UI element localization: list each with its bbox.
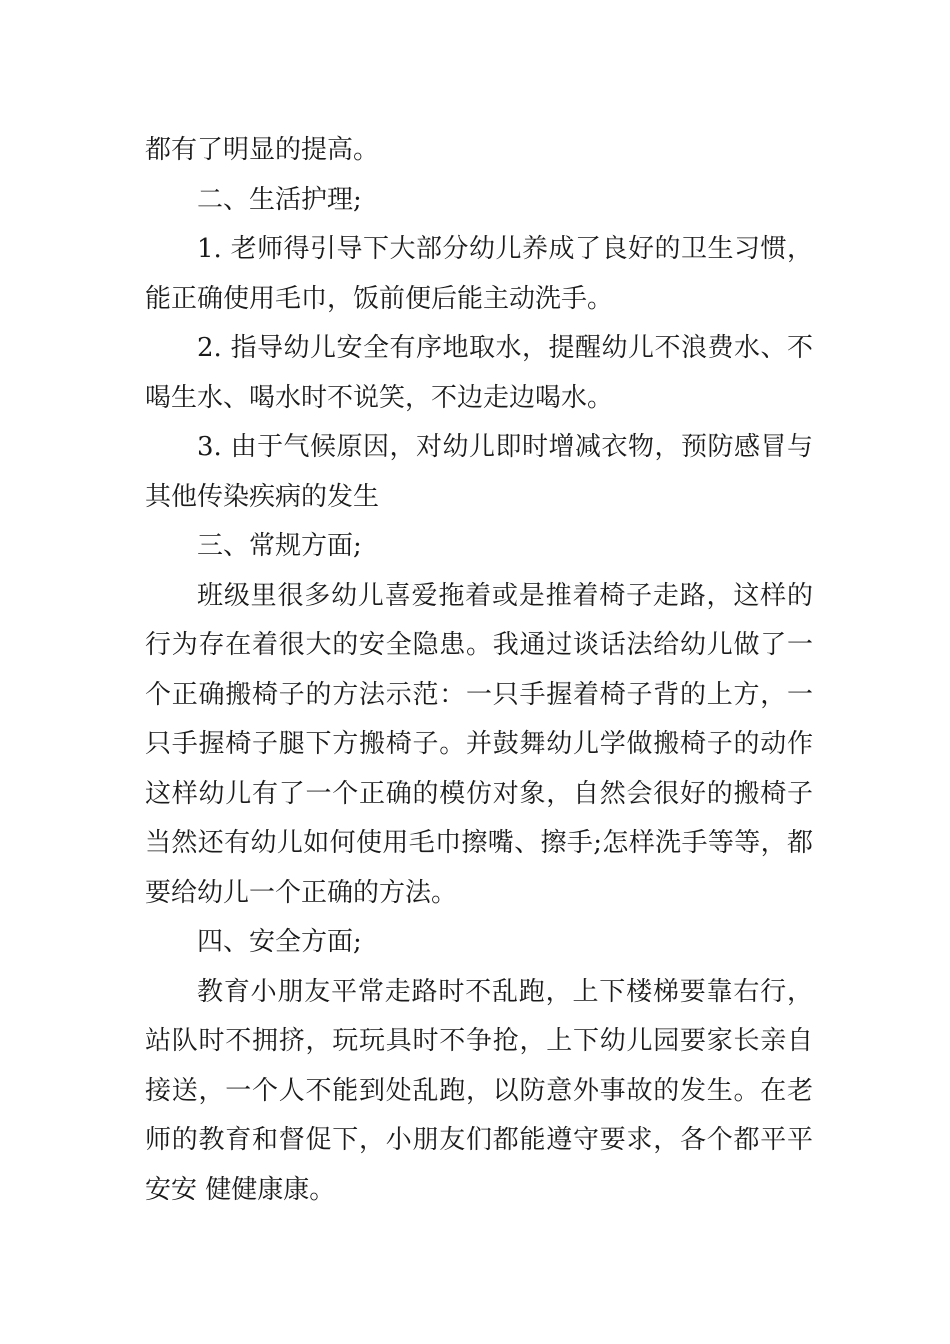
text-line: 师的教育和督促下，小朋友们都能遵守要求，各个都平平 [145,1125,813,1155]
text-line: 三、常规方面; [197,531,362,561]
text-line: 四、安全方面; [197,927,362,957]
text-line: 2. 指导幼儿安全有序地取水，提醒幼儿不浪费水、不 [197,333,813,363]
text-line: 接送，一个人不能到处乱跑，以防意外事故的发生。在老 [145,1075,813,1106]
text-line: 都有了明显的提高。 [145,135,380,165]
text-line: 3. 由于气候原因，对幼儿即时增减衣物，预防感冒与 [197,432,813,462]
text-line: 要给幼儿一个正确的方法。 [145,877,458,908]
text-line: 安安 健健康康。 [145,1174,336,1205]
text-line: 站队时不拥挤，玩玩具时不争抢，上下幼儿园要家长亲自 [145,1026,813,1056]
text-line: 教育小朋友平常走路时不乱跑，上下楼梯要靠右行， [197,976,813,1007]
text-line: 能正确使用毛巾，饭前便后能主动洗手。 [145,283,614,314]
text-line: 行为存在着很大的安全隐患。我通过谈话法给幼儿做了一 [145,630,813,660]
text-line: 班级里很多幼儿喜爱拖着或是推着椅子走路，这样的 [197,580,813,611]
document-body [145,126,813,1215]
text-line: 其他传染疾病的发生 [145,481,380,512]
text-line: 喝生水、喝水时不说笑，不边走边喝水。 [145,382,614,413]
text-line: 1. 老师得引导下大部分幼儿养成了良好的卫生习惯， [197,234,813,264]
text-line: 当然还有幼儿如何使用毛巾擦嘴、擦手;怎样洗手等等，都 [145,828,813,858]
text-line: 只手握椅子腿下方搬椅子。并鼓舞幼儿学做搬椅子的动作 [145,729,813,759]
text-line: 个正确搬椅子的方法示范：一只手握着椅子背的上方，一 [145,679,813,710]
text-line: 这样幼儿有了一个正确的模仿对象，自然会很好的搬椅子 [145,778,813,809]
text-line: 二、生活护理; [197,184,362,215]
